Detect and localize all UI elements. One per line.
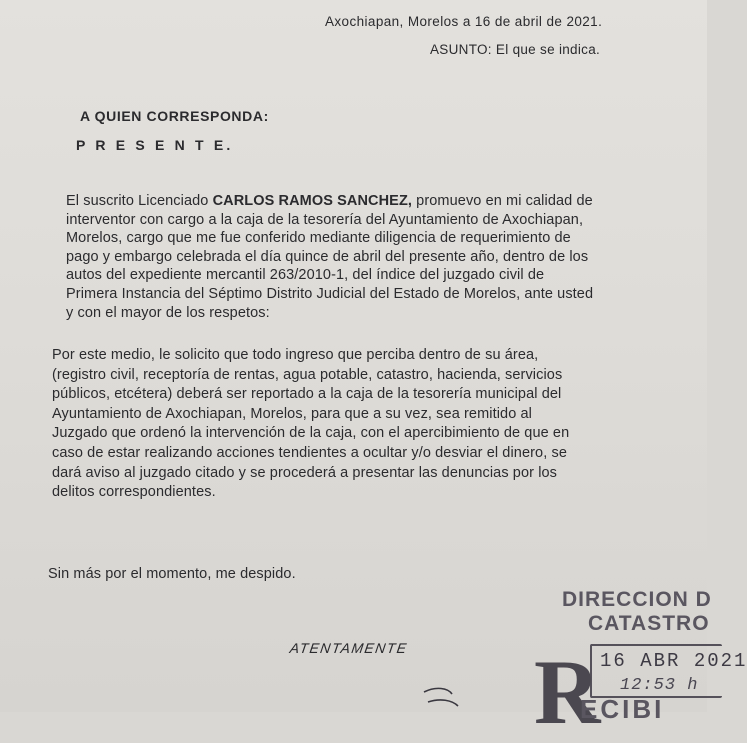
stamp-received-text: ECIBI — [580, 694, 665, 724]
stamp-date: 16 ABR 2021 — [600, 650, 747, 672]
paragraph-intro-line-1 — [66, 192, 636, 211]
paragraph-request-line: Juzgado que ordenó la intervención de la caja, con el apercibimiento de que en — [52, 425, 570, 442]
paragraph-request-line: Por este medio, le solicito que todo ingreso que perciba dentro de su área, — [52, 347, 539, 363]
paragraph-intro-line: Morelos, cargo que me fue conferido mediante diligencia de requerimiento de — [66, 230, 571, 247]
paragraph-request-line: públicos, etcétera) deberá ser reportado a la caja de la tesorería municipal del — [52, 386, 562, 403]
paragraph-request-line: dará aviso al juzgado citado y se procederá a presentar las denuncias por los — [52, 464, 558, 481]
intro-text-cont: promuevo en mi calidad de — [412, 193, 593, 209]
paragraph-intro — [66, 192, 636, 322]
signer-name: CARLOS RAMOS SANCHEZ, — [212, 193, 413, 209]
signoff-line: ATENTAMENTE — [288, 640, 409, 656]
paragraph-intro-line: Primera Instancia del Séptimo Distrito Judicial del Estado de Morelos, ante usted — [66, 285, 594, 302]
stamp-office: CATASTRO — [588, 612, 710, 635]
paragraph-intro-line: y con el mayor de los respetos: — [66, 304, 270, 321]
signature-mark — [418, 680, 478, 712]
stamp-department: DIRECCION D — [562, 588, 712, 611]
paragraph-request-line: (registro civil, receptoría de rentas, agua potable, catastro, hacienda, servicios — [52, 366, 563, 383]
paragraph-intro-line: pago y embargo celebrada el día quince de abril del presente año, dentro de los — [66, 248, 589, 265]
stamp-time: 12:53 h — [620, 676, 699, 695]
paragraph-intro-line: interventor con cargo a la caja de la tesorería del Ayuntamiento de Axochiapan, — [66, 211, 584, 228]
paragraph-request-line: caso de estar realizando acciones tendientes a ocultar y/o desviar el dinero, se — [52, 444, 567, 461]
subject-line: ASUNTO: El que se indica. — [430, 42, 601, 57]
paragraph-request-line: Ayuntamiento de Axochiapan, Morelos, para que a su vez, sea remitido al — [52, 405, 532, 422]
date-line: Axochiapan, Morelos a 16 de abril de 2021. — [325, 14, 603, 29]
closing-line: Sin más por el momento, me despido. — [48, 566, 296, 582]
paragraph-request-line: delitos correspondientes. — [52, 484, 216, 501]
stamp-letter: R — [534, 641, 599, 743]
paragraph-intro-line: autos del expediente mercantil 263/2010-1, del índice del juzgado civil de — [66, 267, 545, 284]
paragraph-request — [52, 346, 652, 503]
intro-text: El suscrito Licenciado — [66, 193, 213, 209]
salutation-heading: A QUIEN CORRESPONDA: — [80, 108, 269, 124]
presente-line: P R E S E N T E. — [76, 137, 234, 153]
